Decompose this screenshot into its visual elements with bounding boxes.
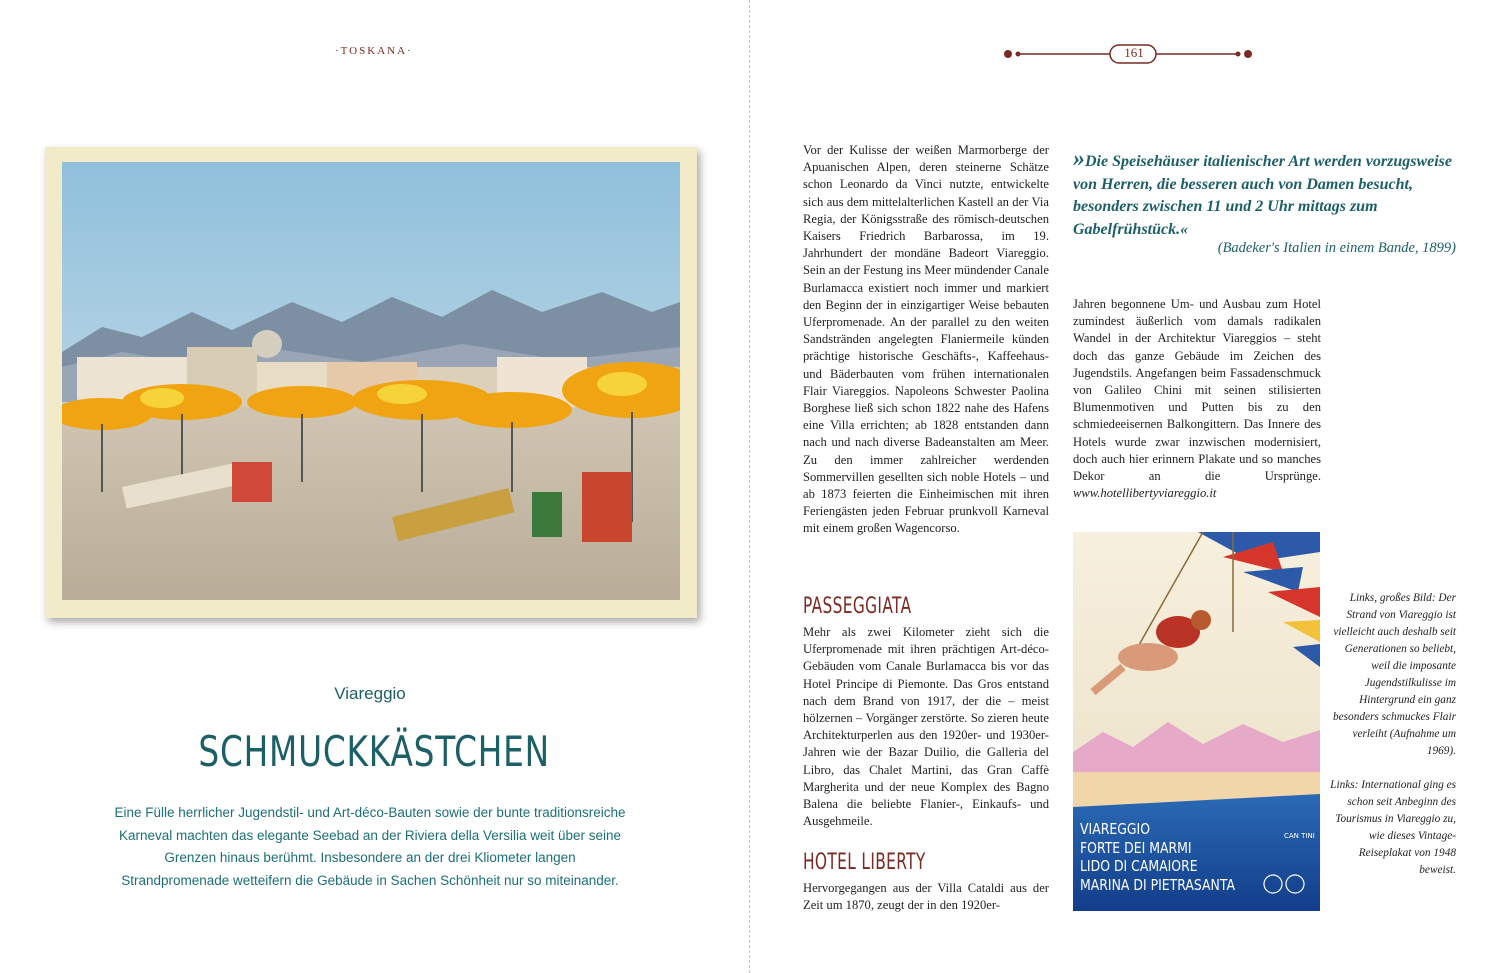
right-column-text: Jahren begonnene Um- und Ausbau zum Hotel zumindest äußerlich vom damals radikalen Wandel in der Architektur Viareggios – steht doch das ganze Gebäude im Zeichen des Jugendstils. Angefangen beim Fassadenschmuck von Galileo Chini mit seinen stilisierten Blumenmotiven und Putten bis zu den schmiedeeisernen Balkongittern. Das Innere des Hotels wurde zwar inzwischen modernisiert, doch auch hier erinnern Plakate und so manches Dekor an die Ursprünge. xyxy=(1073,297,1321,484)
beach-photo-image xyxy=(62,162,680,600)
page-gutter-divider xyxy=(749,0,750,973)
hotel-url-link[interactable]: www.hotellibertyviareggio.it xyxy=(1073,486,1217,501)
quote-text: Die Speisehäuser italienischer Art werden vorzugsweise von Herren, die besseren auch von Damen besucht, besonders zwischen 11 und 2 Uhr mittags zum Gabelfrühstück.« xyxy=(1073,153,1452,238)
poster-line: LIDO DI CAMAIORE xyxy=(1080,857,1198,875)
subhead-passeggiata: PASSEGGIATA xyxy=(803,594,912,619)
quote-mark: » xyxy=(1073,146,1085,172)
caption-large-photo: Links, großes Bild: Der Strand von Viareggio ist vielleicht auch deshalb seit Generationen so beliebt, weil die imposante Jugendstilkulisse im Hintergrund ein ganz besonders schmuckes Flair verleiht (Aufnahme um 1969). xyxy=(1333,592,1456,757)
body-text-hotel-liberty: Hervorgegangen aus der Villa Cataldi aus der Zeit um 1870, zeugt der in den 1920er- xyxy=(803,881,1049,913)
poster-signature: CAN TINI xyxy=(1284,832,1315,840)
quote-source: (Badeker's Italien in einem Bande, 1899) xyxy=(1217,240,1456,256)
poster-line: MARINA DI PIETRASANTA xyxy=(1080,875,1236,894)
pull-quote xyxy=(1073,148,1458,241)
page-number: 161 xyxy=(1124,45,1144,60)
body-text-main: Vor der Kulisse der weißen Marmorberge der Apuanischen Alpen, deren steinerne Schätze schon Leonardo da Vinci nutzte, entwickelte sich aus dem mittelalterlichen Kastell an der Via Regia, der Königsstraße des römisch-deutschen Kaisers Friedrich Barbarossa, im 19. Jahrhundert der mondäne Badeort Viareggio. Sein an der Festung ins Meer mündender Canale Burlamacca existiert noch immer und markiert den Beginn der in einzigartiger Weise bebauten Uferpromenade. An der parallel zu den weiten Sandstränden angelegten Flaniermeile künden prächtige historische Geschäfts-, Kaffeehaus- und Bäderbauten vom frühen internationalen Flair Viareggios. Napoleons Schwester Paolina Borghese ließ sich schon 1822 nahe des Hafens eine Villa errichten; ab 1828 entstanden dann nach und nach diverse Badeanstalten am Meer. Zu den immer zahlreicher werdenden Sommervillen gesellten sich noble Hotels – und ab 1873 feierten die Einheimischen mit ihren Feriengästen jeden Februar prunkvoll Karneval mit einem großen Wagencorso. xyxy=(803,143,1049,536)
article-intro: Eine Fülle herrlicher Jugendstil- und Art-déco-Bauten sowie der bunte traditionsreiche Karneval machten das elegante Seebad an der Riviera della Versilia weit über seine Grenzen hinaus berühmt. Insbesondere an der drei Kliometer langen Strandpromenade wetteifern die Gebäude in Sachen Schönheit nur so miteinander. xyxy=(114,805,626,888)
poster-line: VIAREGGIO xyxy=(1080,820,1150,838)
running-head: ·TOSKANA· xyxy=(335,45,413,57)
body-text-right-column xyxy=(1073,296,1321,502)
caption-poster: Links: International ging es schon seit Anbeginn des Tourismus in Viareggio zu, wie dieses Vintage-Reiseplakat von 1948 beweist. xyxy=(1330,779,1456,876)
image-captions xyxy=(1328,590,1456,896)
article-headline: SCHMUCKKÄSTCHEN xyxy=(198,727,550,776)
subhead-hotel-liberty: HOTEL LIBERTY xyxy=(803,850,926,875)
poster-line: FORTE DEI MARMI xyxy=(1080,838,1192,857)
body-text-passeggiata: Mehr als zwei Kilometer zieht sich die Uferpromenade mit ihren prächtigen Art-déco-Gebäuden vom Canale Burlamacca bis vor das Hotel Principe di Piemonte. Das Gros entstand nach dem Brand von 1917, der die – meist hölzernen – Vorgänger zerstörte. So zieren heute Architekturperlen aus den 1920er- und 1930er-Jahren wie der Bazar Duilio, die Galleria del Libro, das Chalet Martini, das Gran Caffè Margherita und der neue Komplex des Bagno Balena die beliebte Flanier-, Einkaufs- und Ausgehmeile. xyxy=(803,625,1049,829)
article-kicker: Viareggio xyxy=(334,684,406,703)
poster-destinations xyxy=(1080,820,1246,894)
